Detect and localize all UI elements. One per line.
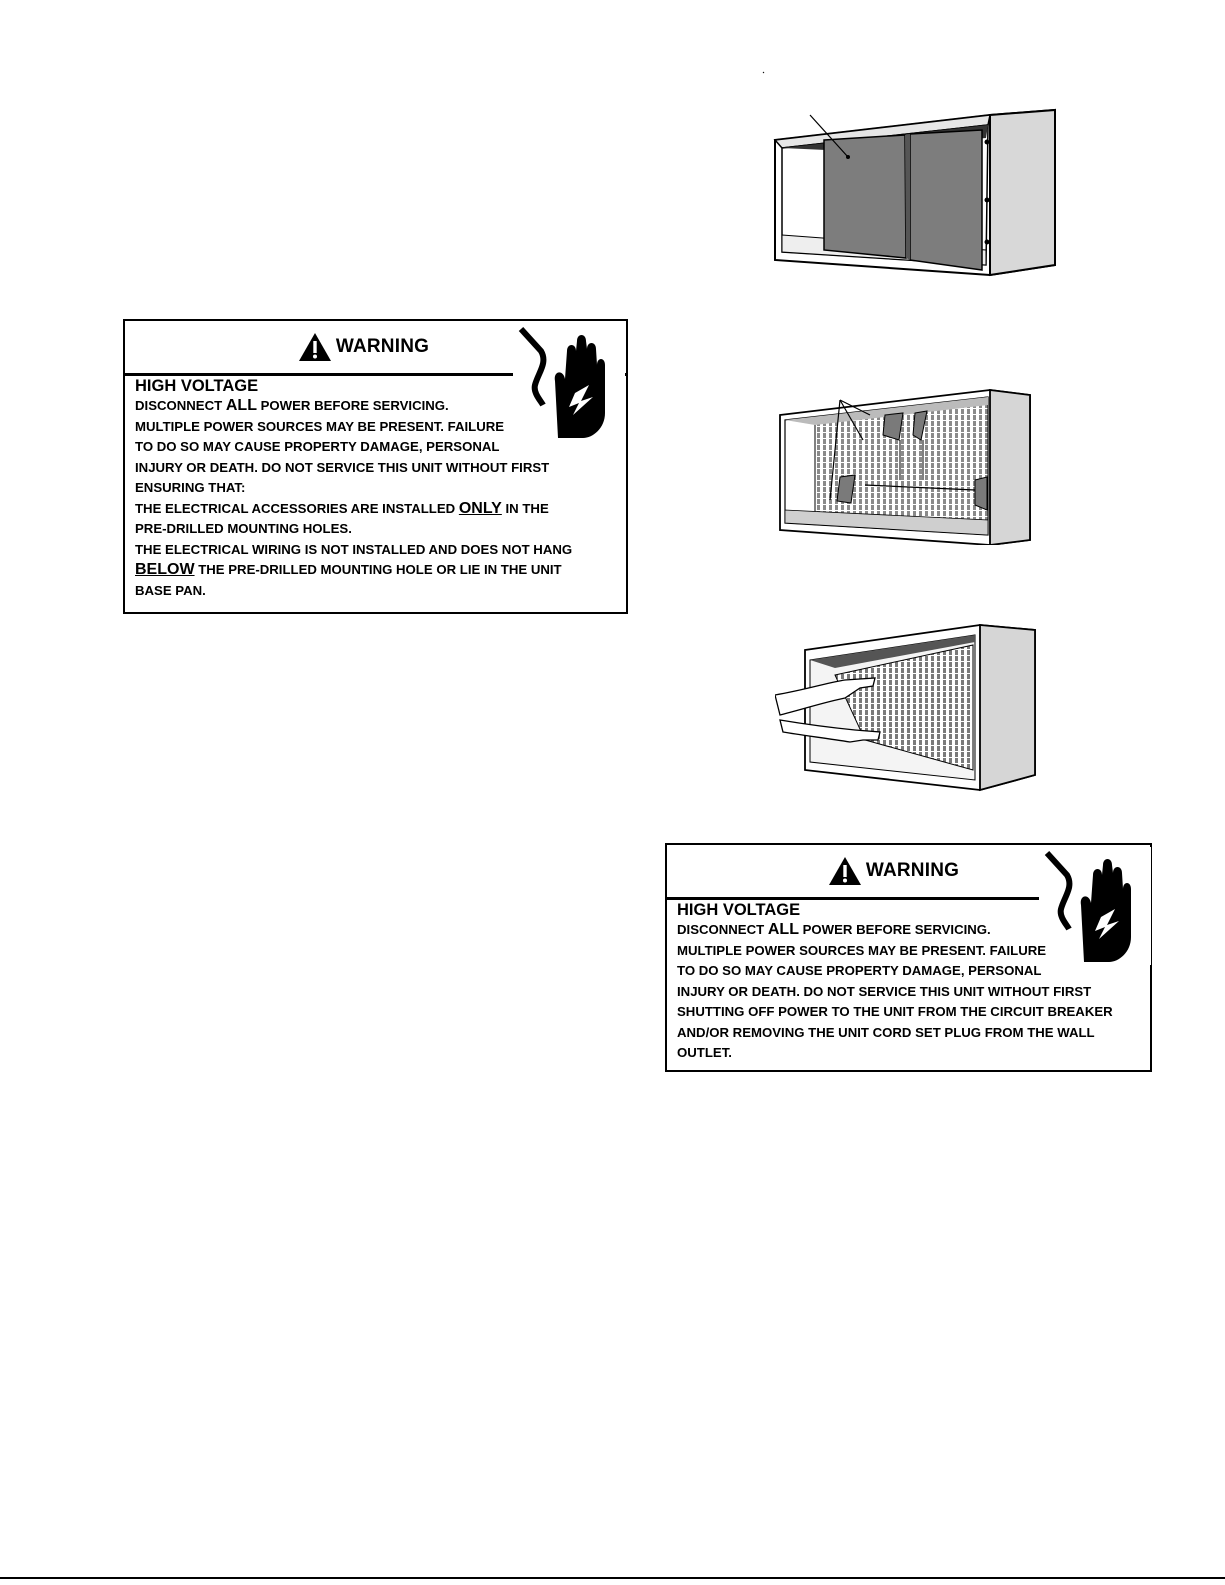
warning-line: OUTLET. (677, 1045, 732, 1060)
warning-line: ENSURING THAT: (135, 480, 246, 495)
warning-triangle-icon (828, 856, 862, 886)
warning-body (135, 377, 616, 601)
wall-sleeve-figure-2 (775, 385, 1035, 545)
warning-line: PRE-DRILLED MOUNTING HOLES. (135, 521, 352, 536)
grille-installation-figure (775, 620, 1040, 795)
warning-title: WARNING (335, 336, 430, 357)
warning-line: TO DO SO MAY CAUSE PROPERTY DAMAGE, PERSONAL (677, 963, 1042, 978)
warning-line: BASE PAN. (135, 582, 206, 598)
warning-line: TO DO SO MAY CAUSE PROPERTY DAMAGE, PERSONAL (135, 439, 500, 454)
warning-triangle-icon (298, 332, 332, 362)
page-bottom-rule (0, 1577, 1225, 1579)
warning-heading: HIGH VOLTAGE (677, 901, 801, 919)
warning-body (677, 901, 1140, 1064)
warning-box-accessories (123, 319, 628, 614)
warning-line: SHUTTING OFF POWER TO THE UNIT FROM THE CIRCUIT BREAKER (677, 1004, 1113, 1019)
warning-heading: HIGH VOLTAGE (135, 377, 259, 395)
wall-sleeve-figure-1 (760, 60, 1060, 285)
warning-line: AND/OR REMOVING THE UNIT CORD SET PLUG FROM THE WALL (677, 1024, 1095, 1040)
warning-line: MULTIPLE POWER SOURCES MAY BE PRESENT. FAILURE (677, 942, 1047, 958)
warning-line: DISCONNECT ALL POWER BEFORE SERVICING. (135, 397, 449, 414)
warning-line: INJURY OR DEATH. DO NOT SERVICE THIS UNIT WITHOUT FIRST (677, 983, 1092, 999)
warning-box-service (665, 843, 1152, 1072)
warning-line: INJURY OR DEATH. DO NOT SERVICE THIS UNIT WITHOUT FIRST (135, 459, 550, 475)
warning-line: THE ELECTRICAL ACCESSORIES ARE INSTALLED ONLY IN THE (135, 499, 549, 517)
warning-line: THE ELECTRICAL WIRING IS NOT INSTALLED AND DOES NOT HANG (135, 541, 573, 557)
warning-title: WARNING (865, 860, 960, 881)
warning-line: MULTIPLE POWER SOURCES MAY BE PRESENT. FAILURE (135, 418, 505, 434)
warning-line: BELOW THE PRE-DRILLED MOUNTING HOLE OR LIE IN THE UNIT (135, 561, 562, 578)
warning-line: DISCONNECT ALL POWER BEFORE SERVICING. (677, 921, 991, 938)
